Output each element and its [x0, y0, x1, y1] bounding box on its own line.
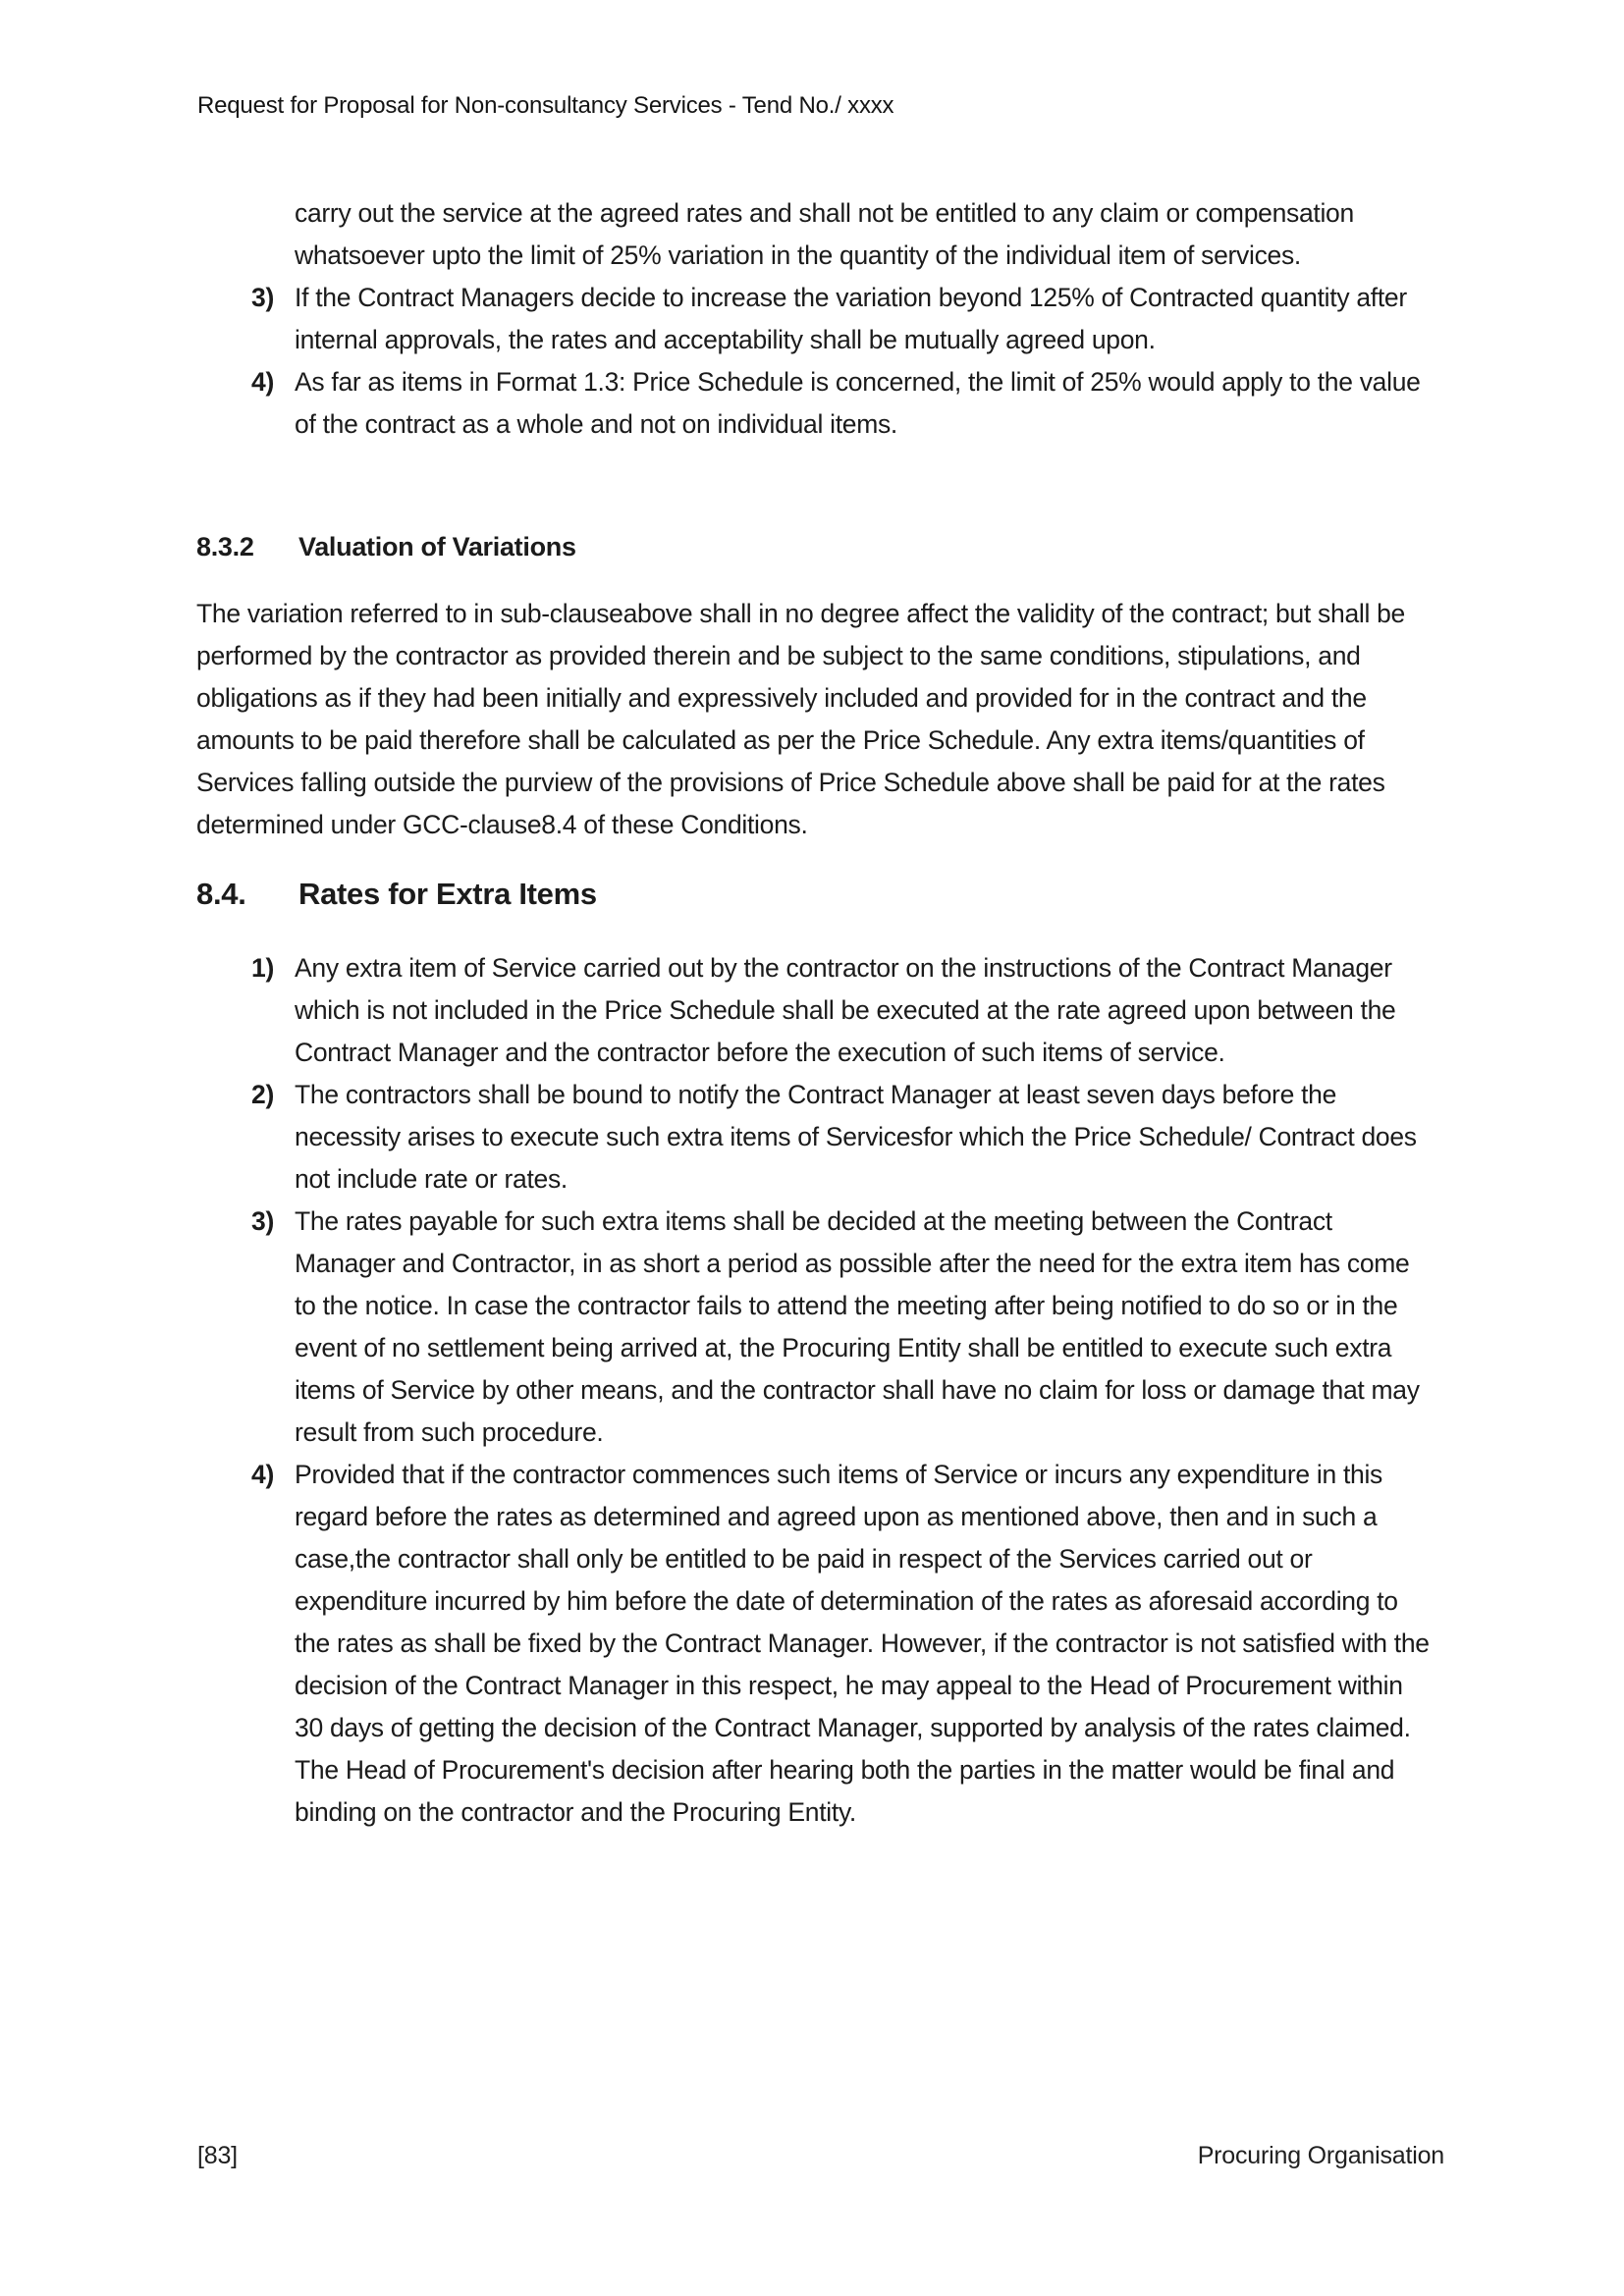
- section-title: Valuation of Variations: [298, 532, 576, 561]
- list-item-number: 3): [251, 283, 274, 312]
- section-title: Rates for Extra Items: [298, 877, 597, 911]
- list-item: [196, 947, 1430, 1074]
- list-item-text: Any extra item of Service carried out by the contractor on the instructions of the Contract Manager which is not included in the Price Schedule shall be executed at the rate agreed upon between the Contract Manager and the contractor before the execution of such items of service.: [295, 953, 1396, 1067]
- list-item: [196, 1454, 1430, 1834]
- list-item-text: As far as items in Format 1.3: Price Schedule is concerned, the limit of 25% would apply to the value of the contract as a whole and not on individual items.: [295, 367, 1421, 439]
- list-item-text: carry out the service at the agreed rates and shall not be entitled to any claim or compensation whatsoever upto the limit of 25% variation in the quantity of the individual item of services.: [295, 198, 1354, 270]
- section-number: 8.4.: [196, 877, 246, 911]
- page-number: [83]: [197, 2142, 238, 2169]
- section-832-paragraph: The variation referred to in sub-clauseabove shall in no degree affect the validity of the contract; but shall be performed by the contractor as provided therein and be subject to the same conditions, stipulations, and obligations as if they had been initially and expressively included and provided for in the contract and the amounts to be paid therefore shall be calculated as per the Price Schedule. Any extra items/quantities of Services falling outside the purview of the provisions of Price Schedule above shall be paid for at the rates determined under GCC-clause8.4 of these Conditions.: [196, 599, 1405, 839]
- rates-extra-items-list: [196, 947, 1430, 1834]
- list-item-number: 4): [251, 1460, 274, 1489]
- variation-list: [196, 192, 1430, 446]
- list-item-text: Provided that if the contractor commences such items of Service or incurs any expenditure in this regard before the rates as determined and agreed upon as mentioned above, then and in such a case,the contractor shall only be entitled to be paid in respect of the Services carried out or expenditure incurred by him before the date of determination of the rates as aforesaid according to the rates as shall be fixed by the Contract Manager. However, if the contractor is not satisfied with the decision of the Contract Manager in this respect, he may appeal to the Head of Procurement within 30 days of getting the decision of the Contract Manager, supported by analysis of the rates claimed. The Head of Procurement's decision after hearing both the parties in the matter would be final and binding on the contractor and the Procuring Entity.: [295, 1460, 1430, 1827]
- page-header: Request for Proposal for Non-consultancy Services - Tend No./ xxxx: [197, 92, 894, 119]
- list-item: [196, 361, 1430, 446]
- list-item-text: The rates payable for such extra items shall be decided at the meeting between the Contract Manager and Contractor, in as short a period as possible after the need for the extra item has come to the notice. In case the contractor fails to attend the meeting after being notified to do so or in the event of no settlement being arrived at, the Procuring Entity shall be entitled to execute such extra items of Service by other means, and the contractor shall have no claim for loss or damage that may result from such procedure.: [295, 1206, 1420, 1447]
- list-item: [196, 277, 1430, 361]
- list-item-text: If the Contract Managers decide to increase the variation beyond 125% of Contracted quantity after internal approvals, the rates and acceptability shall be mutually agreed upon.: [295, 283, 1407, 354]
- list-item-number: 4): [251, 367, 274, 397]
- footer-organisation: Procuring Organisation: [1197, 2142, 1444, 2169]
- list-item: [196, 1201, 1430, 1454]
- list-item-number: 3): [251, 1206, 274, 1236]
- section-heading-832: [196, 526, 1430, 568]
- page-footer: [197, 2142, 1444, 2170]
- list-item: [196, 1074, 1430, 1201]
- list-item-continuation: [196, 192, 1430, 277]
- list-item-number: 1): [251, 953, 274, 983]
- section-number: 8.3.2: [196, 532, 254, 561]
- list-item-text: The contractors shall be bound to notify the Contract Manager at least seven days before the necessity arises to execute such extra items of Servicesfor which the Price Schedule/ Contract does not include rate or rates.: [295, 1080, 1417, 1194]
- list-item-number: 2): [251, 1080, 274, 1109]
- section-heading-84: [196, 871, 1430, 918]
